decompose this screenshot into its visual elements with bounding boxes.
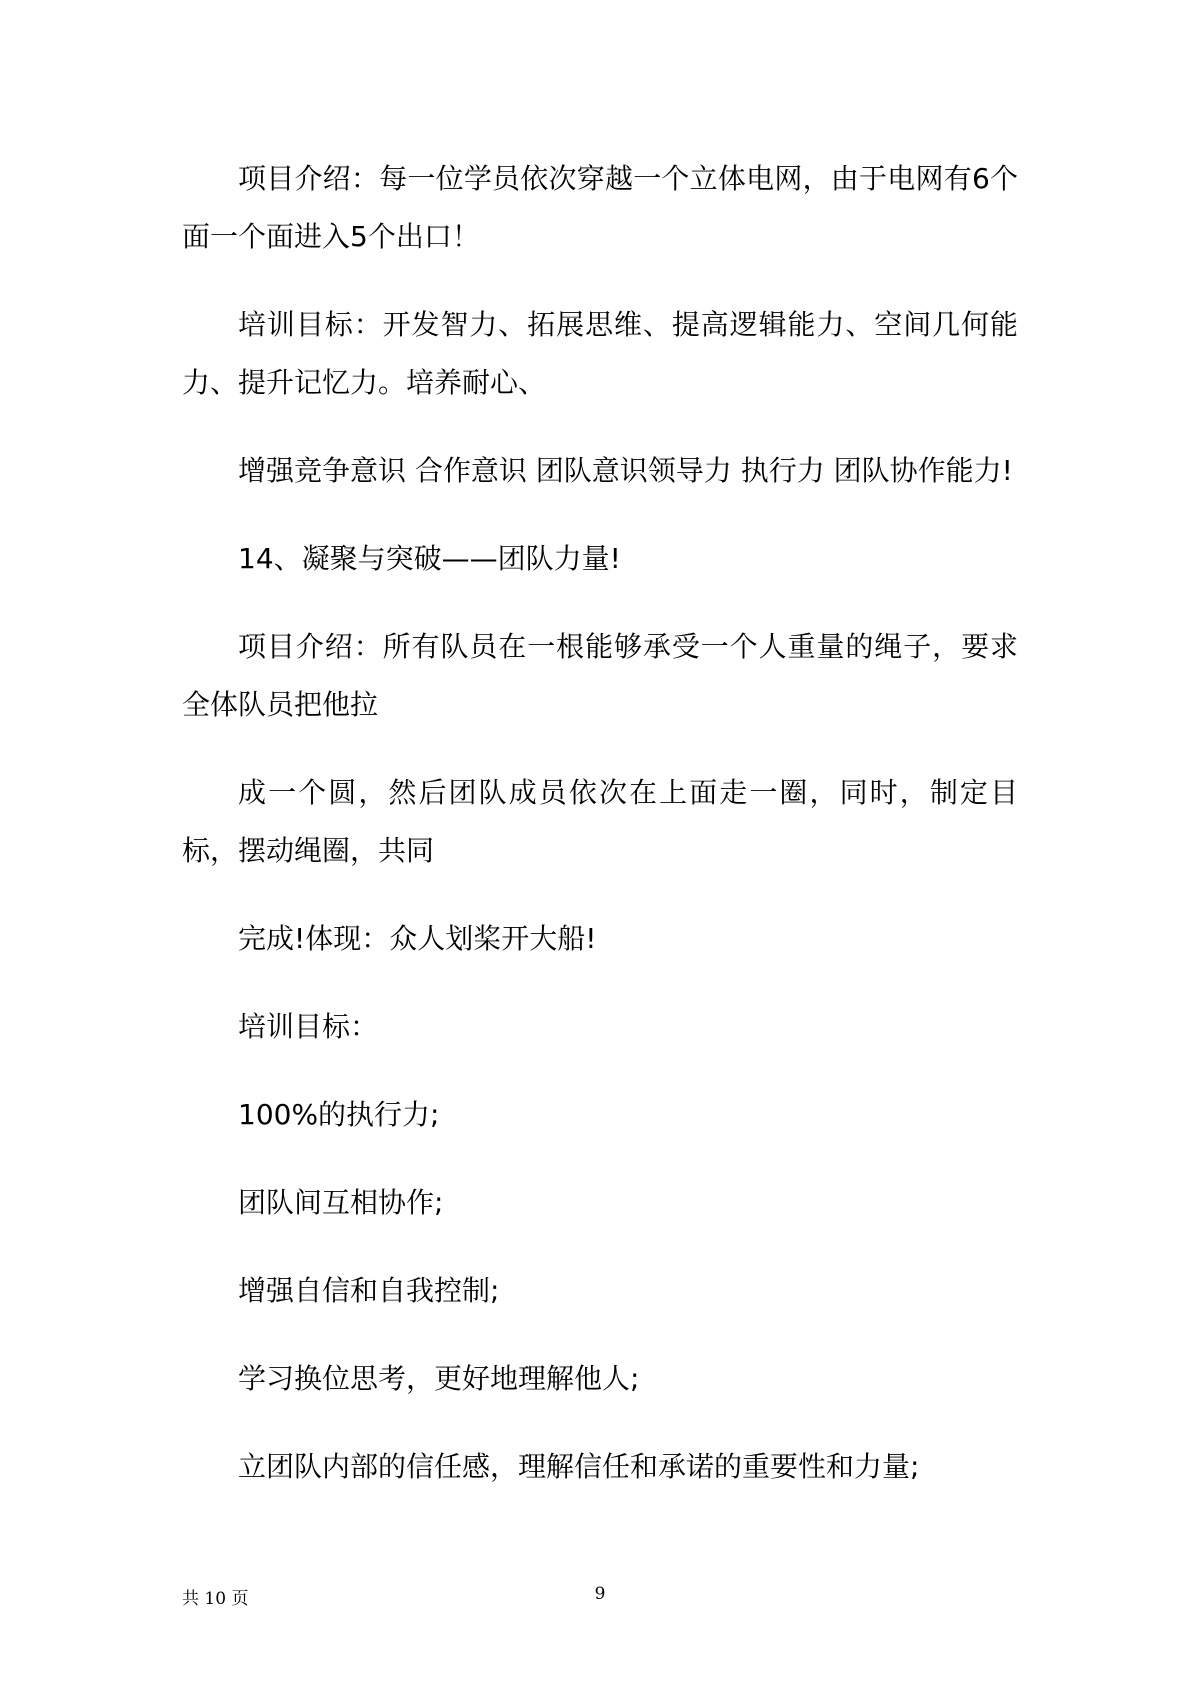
paragraph-6: 成一个圆，然后团队成员依次在上面走一圈，同时，制定目标，摆动绳圈，共同 bbox=[182, 776, 1018, 867]
paragraph-9: 100%的执行力; bbox=[238, 1098, 440, 1131]
paragraph-3: 增强竞争意识 合作意识 团队意识领导力 执行力 团队协作能力! bbox=[238, 454, 1013, 487]
paragraph-11: 增强自信和自我控制; bbox=[238, 1274, 500, 1307]
page-number: 9 bbox=[594, 1584, 606, 1604]
paragraph-12: 学习换位思考，更好地理解他人; bbox=[238, 1362, 640, 1395]
total-pages: 共 10 页 bbox=[182, 1589, 249, 1609]
section-heading: 14、凝聚与突破——团队力量! bbox=[238, 542, 621, 575]
paragraph-13: 立团队内部的信任感，理解信任和承诺的重要性和力量; bbox=[238, 1450, 920, 1483]
paragraph-1: 项目介绍：每一位学员依次穿越一个立体电网，由于电网有6个面一个面进入5个出口！ bbox=[182, 162, 1018, 253]
paragraph-7: 完成!体现：众人划桨开大船! bbox=[238, 922, 597, 955]
paragraph-5: 项目介绍：所有队员在一根能够承受一个人重量的绳子，要求全体队员把他拉 bbox=[182, 630, 1018, 721]
paragraph-2: 培训目标：开发智力、拓展思维、提高逻辑能力、空间几何能力、提升记忆力。培养耐心、 bbox=[182, 308, 1018, 399]
paragraph-8: 培训目标： bbox=[238, 1010, 379, 1043]
document-body bbox=[182, 150, 1018, 1526]
paragraph-10: 团队间互相协作; bbox=[238, 1186, 444, 1219]
